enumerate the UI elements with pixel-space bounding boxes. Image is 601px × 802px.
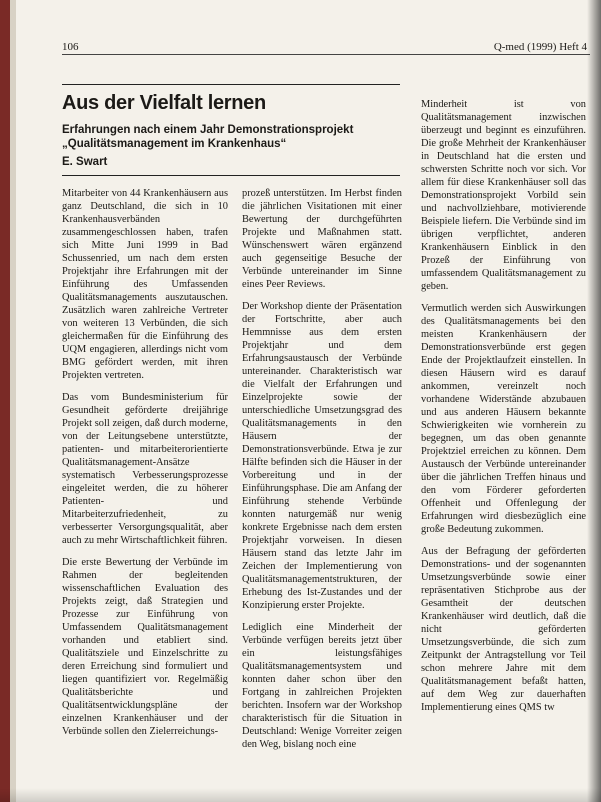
page-gutter	[10, 0, 16, 802]
paragraph: Der Workshop diente der Präsentation der Fortschritte, aber auch Hemmnisse aus dem ersten Projektjahr und dem Erfahrungsaustausch der Verbünde untereinander. Charakteristisch war die Vielfalt der Erfahrungen und Einzelprojekte sowie der unterschiedliche Umsetzungsgrad des Qualitätsmanagements in den Häusern der Demonstrationsverbünde. Etwa je zur Hälfte befinden sich die Häuser in der Vorbereitung und in der Einführungsphase. Die am Anfang der Einführung stehende Verbünde konnten naturgemäß nur wenig konkrete Ergebnisse nach dem ersten Projektjahr vorweisen. In diesen Häusern stand das letzte Jahr im Zeichen der Implementierung von Qualitätsmanagementstrukturen, der Erhebung des Ist-Zustandes und der Konzipierung erster Projekte.	[242, 301, 402, 611]
journal-reference: Q-med (1999) Heft 4	[493, 41, 587, 53]
article-subtitle: Erfahrungen nach einem Jahr Demonstrationsprojekt „Qualitätsmanagement im Krankenhaus“	[62, 124, 354, 150]
text-column-2	[242, 187, 402, 760]
paragraph: Minderheit ist von Qualitätsmanagement inzwischen überzeugt und beginnt es einzuführen. Die große Mehrheit der Krankenhäuser in Deutschland hat die ersten und schwersten Schritte noch vor sich. Vor allem für diese Krankenhäuser soll das Demonstrationsprojekt Vorbild sein und nachvollziehbare, motivierende Beispiele liefern. Die Verbünde sind im übrigen verpflichtet, anderen Krankenhäusern Einblick in den Prozeß der Einführung von umfassendem Qualitätsmanagement zu geben.	[421, 99, 586, 292]
page-curl-shadow	[587, 0, 601, 802]
paragraph: Die erste Bewertung der Verbünde im Rahmen der begleitenden wissenschaftlichen Evaluation des Projekts zeigt, daß Strategien und Prozesse zur Einführung von Umfassendem Qualitätsmanagement vorhanden und etabliert sind. Qualitätsziele und Einzelschritte zu deren Erreichung sind formuliert und liegen quantifiziert vor. Regelmäßig Qualitätsberichte und Qualitätsentwicklungspläne der einzelnen Krankenhäuser und der Verbünde sollen den Zielerreichungs-	[62, 557, 228, 737]
paragraph: Das vom Bundesministerium für Gesundheit geförderte dreijährige Projekt soll zeigen, daß durch moderne, von der Leitungsebene unterstützte, patienten- und mitarbeiterorientierte Qualitätsmanagement-Ansätze systematisch Verbesserungsprozesse eingeleitet werden, die zu höherer Patienten- und Mitarbeiterzufriedenheit, zu verbesserter Versorgungsqualität, aber auch zu mehr Wirtschaftlichkeit führen.	[62, 392, 228, 546]
page-binding-edge	[0, 0, 10, 802]
paragraph: Mitarbeiter von 44 Krankenhäusern aus ganz Deutschland, die sich in 10 Krankenhausverbänden zusammengeschlossen haben, trafen sich Mitte Juni 1999 in Bad Schussenried, um nach dem ersten Projektjahr ihre Erfahrungen mit der Einführung des Umfassenden Qualitätsmanagements auszutauschen. Zusätzlich waren zahlreiche Vertreter von weiteren 13 Verbünden, die sich gleichermaßen für die Einführung des UQM engagieren, allerdings nicht vom BMG gefördert werden, mit ihren Projekten vertreten.	[62, 188, 228, 381]
text-column-3	[421, 98, 586, 723]
page-number: 106	[62, 41, 79, 53]
article-author: E. Swart	[62, 156, 108, 168]
article-title: Aus der Vielfalt lernen	[62, 92, 266, 114]
paragraph: Lediglich eine Minderheit der Verbünde verfügen bereits jetzt über ein leistungsfähiges Qualitätsmanagementsystem und konnten daher schon über den Fortgang in zahlreichen Projekten berichten. Insofern war der Workshop charakteristisch für die Situation in Deutschland: Wenige Vorreiter zeigen den Weg, bislang noch eine	[242, 622, 402, 750]
page-bottom-shade	[0, 788, 601, 802]
paragraph: Aus der Befragung der geförderten Demonstrations- und der sogenannten Umsetzungsverbünde sowie einer repräsentativen Stichprobe aus der Gesamtheit der deutschen Krankenhäuser wird deutlich, daß die nicht geförderten Umsetzungsverbünde, die sich zum Zeitpunkt der Antragstellung vor Teil schon mehrere Jahre mit dem Qualitätsmanagement befaßt hatten, auf dem Weg zur dauerhaften Implementierung eines QMS tw	[421, 546, 586, 713]
paragraph: Vermutlich werden sich Auswirkungen des Qualitätsmanagements bei den meisten Krankenhäusern der Demonstrationsverbünde erst gegen Ende der Projektlaufzeit einstellen. In diesen Häusern wird es darauf ankommen, vereinzelt noch vorhandene Widerstände abzubauen und aus anderen Häusern bekannte Schwierigkeiten wie vornherein zu begegnen, um das oben genannte Projektziel erreichen zu können. Dem Austausch der Verbünde untereinander über die jährlichen Treffen hinaus und den vom Förderer geforderten Offenheit und Offenlegung der Erfahrungen wird diesbezüglich eine große Bedeutung zukommen.	[421, 303, 586, 535]
header-rule	[62, 54, 590, 55]
paragraph: prozeß unterstützen. Im Herbst finden die jährlichen Visitationen mit einer Bewertung der durchgeführten Projekte und Maßnahmen statt. Wünschenswert wären ergänzend auch gegenseitige Besuche der Verbünde untereinander im Sinne eines Peer Reviews.	[242, 188, 402, 290]
title-top-rule	[62, 84, 400, 85]
text-column-1	[62, 187, 228, 747]
title-bottom-rule	[62, 175, 400, 176]
